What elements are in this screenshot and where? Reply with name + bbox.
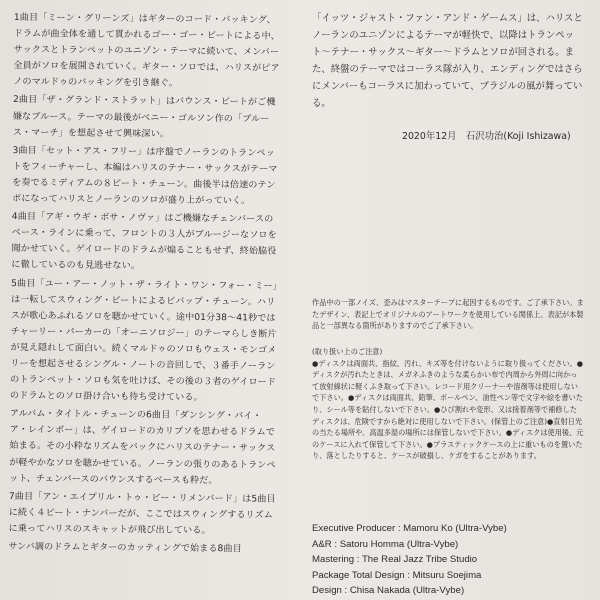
liner-paragraph: サンバ調のドラムとギターのカッティングで始まる8曲目 (8, 541, 242, 555)
master-tape-notice (312, 297, 584, 332)
handling-paragraph: ●ディスクは両面共、指紋、汚れ、キズ等を付けないように取り扱ってください。●ディスクが汚れたときは、メガネふきのような柔らかい布で内周から外周に向かって放射線状に軽くふき取って下さい。レコード用クリーナーや溶剤等は使用しないで下さい。●ディスクは両面共、鉛筆、ボールペン、油性ペン等で文字や絵を書いたり、シール等を貼付しないで下さい。●ひび割れや変形、又は接着剤等で補修したディスクは、危険ですから絶対に使用しないで下さい。(保管上のご注意)●直射日光の当たる場所や、高温多湿の場所には保管しないで下さい。●ディスクは使用後、元のケースに入れて保管して下さい。●プラスティックケースの上に重いものを置いたり、落としたりすると、ケースが破損し、ケガをすることがあります。 (312, 358, 584, 461)
liner-notes-left-column (8, 10, 282, 560)
liner-paragraph: 「イッツ・ジャスト・ファン・アンド・ゲームス」は、ハリスとノーランのユニゾンによるテーマが軽快で、以降はトランペット〜テナー・サックス〜ギター〜ドラムとソロが回される。また、終盤のテーマではコーラス隊が入り、エンディングではさらにメンバーもコーラスに加わっていて、ブラジルの風が舞っている。 (312, 13, 583, 109)
liner-paragraph: 2曲目「ザ・グランド・ストラット」はバウンス・ビートがご機嫌なブルース。テーマの最後がベニー・ゴルソン作の「ブルース・マーチ」を想起させて興味深い。 (12, 95, 276, 140)
credit-line: A&R : Satoru Homma (Ultra-Vybe) (312, 538, 459, 550)
liner-paragraph: アルバム・タイトル・チューンの6曲目「ダンシング・バイ・ア・レインボー」は、ゲイロードのカリプソを思わせるドラムで始まる。その小粋なリズムをバックにハリスのテナー・サックスが軽やかなソロを聴かせている。ノーランの張りのあるトランペット、チェンバースのバウンスするベースも粋だ。 (9, 409, 276, 486)
credit-line: Mastering : The Real Jazz Tribe Studio (312, 554, 478, 566)
date-author: 2020年12月 石沢功治(Koji Ishizawa) (402, 131, 571, 142)
credits-block (312, 521, 584, 599)
credit-line: Executive Producer : Mamoru Ko (Ultra-Vybe) (312, 523, 507, 534)
liner-paragraph: 7曲目「アン・エイプリル・トゥ・ビー・リメンバード」は5曲目に続く４ビート・ナンバーだが、ここではスウィングするリズムに乗ってハリスのスキャットが飛び出している。 (8, 491, 276, 536)
liner-paragraph: 1曲目「ミーン・グリーンズ」はギターのコード・バッキング、ドラムが曲全体を通して貫かれるゴー・ゴー・ビートによる中、サックスとトランペットのユニゾン・テーマに続いて、メンバー全員がソロを展開されていく。ギター・ソロでは、ハリスがピアノのマルドゥのバッキングを引き継ぐ。 (13, 12, 280, 90)
credit-line: Package Total Design : Mitsuru Soejima (312, 569, 482, 581)
notice-paragraph: 作品中の一部ノイズ、歪みはマスターテープに起因するものです。ご了承下さい。またデザイン、表記上でオリジナルのアートワークを使用している関係上、表記が本製品と一部異なる箇所がありますのでご了承下さい。 (312, 298, 584, 331)
liner-notes-right-column (312, 10, 584, 112)
handling-precautions (312, 346, 584, 462)
liner-paragraph: 5曲目「ユー・アー・ノット・ザ・ライト・ワン・フォー・ミー」は一転してスウィング・ビートによるビバップ・チューン。ハリスが歌心あふれるソロを聴かせていく。途中01分38〜41秒ではチャーリー・パーカーの「オーニソロジー」のテーマらしき断片が見え隠れして面白い。続くマルドゥのソロもウェス・モンゴメリーを想起させるシングル・ノートの音回しで、３番手ノーランのトランペット・ソロも気を吐けば、その後の３者のゲイロードのドラムとのソロ掛け合いも待ち受けている。 (9, 278, 278, 404)
handling-heading: (取り扱い上のご注意) (312, 347, 383, 356)
liner-paragraph: 3曲目「セット・アス・フリー」は序盤でノーランのトランペットをフィーチャーし、本編はハリスのテナー・サックスがテーマを奏でるミディアムの８ビート・チューン。曲後半は倍速のテンポになってハリスとノーランのソロが盛り上がっていく。 (11, 145, 278, 207)
credit-line: Design : Chisa Nakada (Ultra-Vybe) (312, 585, 465, 597)
liner-paragraph: 4曲目「アギ・ウギ・ボサ・ノヴァ」はご機嫌なチェンバースのベース・ラインに乗って、フロントの３人がブルージーなソロを聞かせていく。ゲイロードのドラムが煽ることもせず、終始脇役に徹しているのも見逃せない。 (11, 212, 277, 272)
